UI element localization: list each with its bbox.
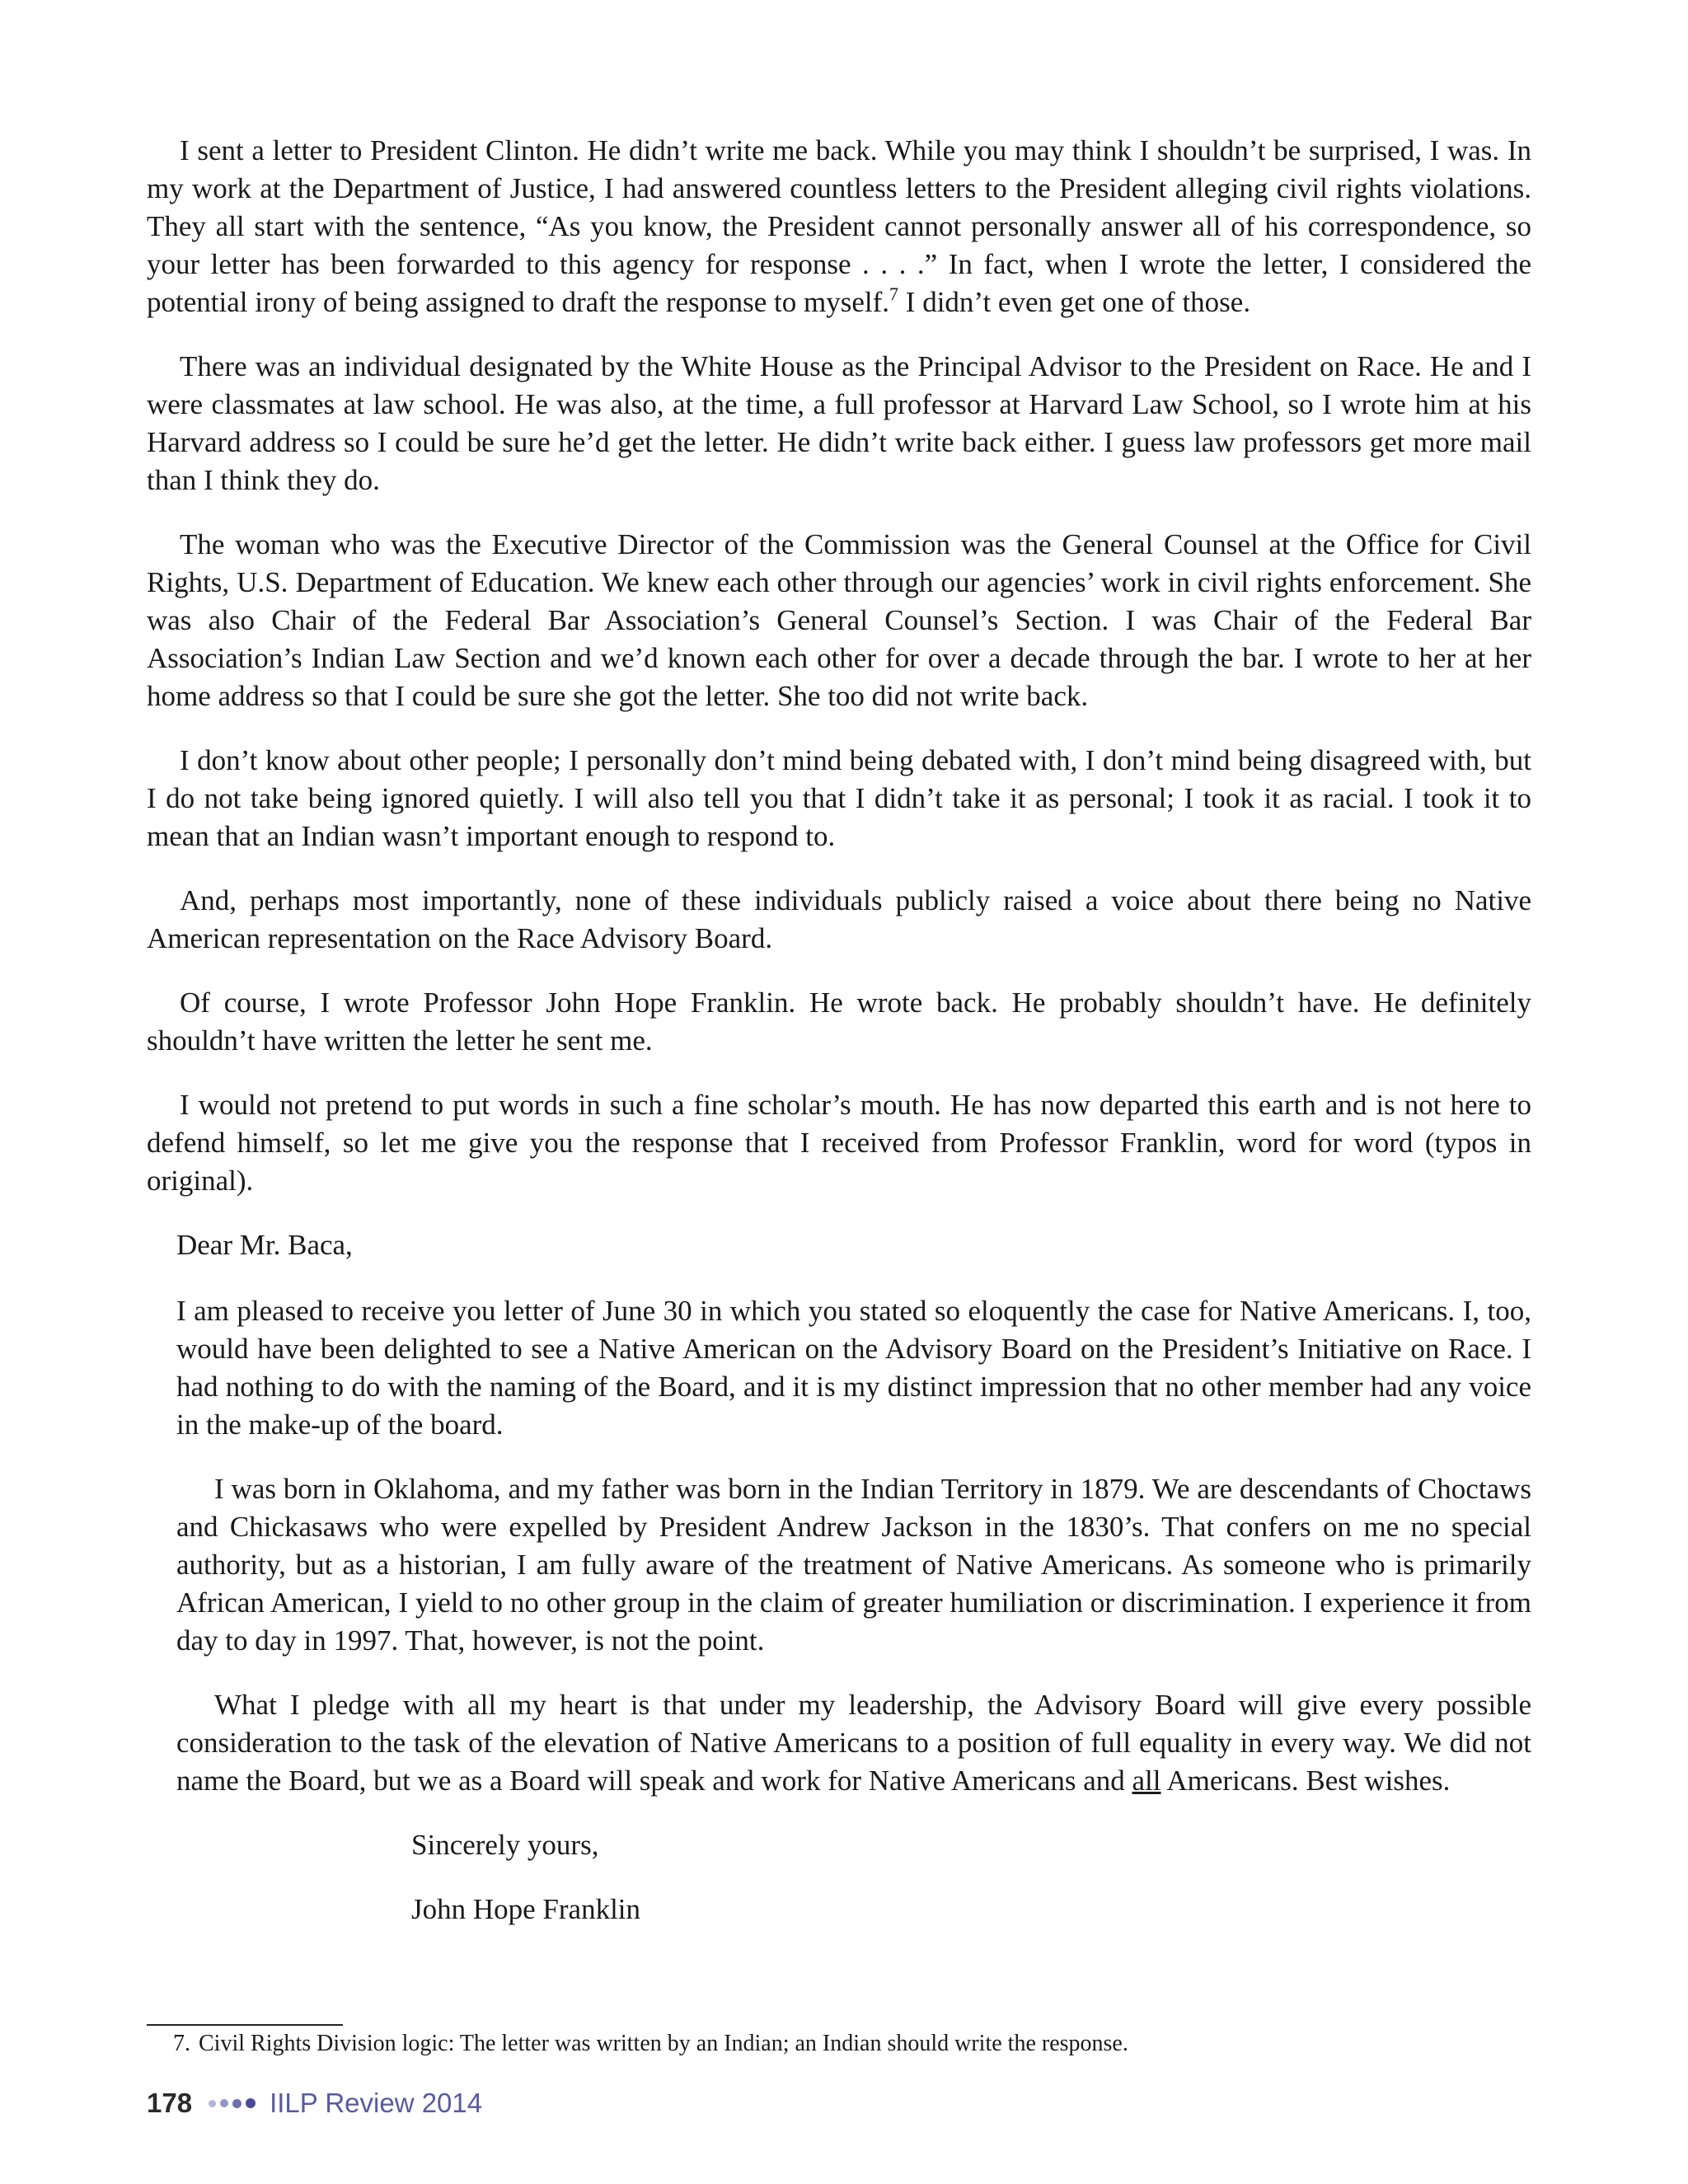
letter-paragraph-3-tail: Americans. Best wishes. (1160, 1765, 1451, 1797)
letter-paragraph-3-text: What I pledge with all my heart is that under my leadership, the Advisory Board will give every possible consideration to the task of the elevation of Native Americans to a position of full equality in every way. We did not name the Board, but we as a Board will speak and work for Native Americans and (176, 1689, 1531, 1797)
decorative-dots-icon (209, 2098, 260, 2108)
dot-icon (209, 2100, 216, 2107)
dot-icon (232, 2099, 241, 2108)
paragraph-executive-director: The woman who was the Executive Director of the Commission was the General Counsel at the Office for Civil Rights, U.S. Department of Education. We knew each other through our agencies’ work in civil rights enforcement. She was also Chair of the Federal Bar Association’s General Counsel’s Section. I was Chair of the Federal Bar Association’s Indian Law Section and we’d known each other for over a decade through the bar. I wrote to her at her home address so that I could be sure she got the letter. She too did not write back. (147, 528, 1531, 712)
letter-paragraph-2: I was born in Oklahoma, and my father was born in the Indian Territory in 1879. We are descendants of Choctaws and Chickasaws who were expelled by President Andrew Jackson in the 1830’s. That confers on me no special authority, but as a historian, I am fully aware of the treatment of Native Americans. As someone who is primarily African American, I yield to no other group in the claim of greater humiliation or discrimination. I experience it from day to day in 1997. That, however, is not the point. (176, 1473, 1531, 1657)
letter-paragraph-1: I am pleased to receive you letter of June 30 in which you stated so eloquently the case for Native Americans. I, too, would have been delighted to see a Native American on the Advisory Board on the President’s Initiative on Race. I had nothing to do with the naming of the Board, and it is my distinct impression that no other member had any voice in the make-up of the board. (176, 1295, 1531, 1441)
paragraph-text-tail: I didn’t even get one of those. (898, 286, 1251, 318)
footnote-text: Civil Rights Division logic: The letter was written by an Indian; an Indian should write the response. (199, 2031, 1128, 2056)
underlined-word: all (1132, 1765, 1161, 1797)
letter-paragraph-3 (176, 1686, 1531, 1800)
footnote-reference: 7 (889, 284, 899, 304)
quoted-letter (176, 1226, 1531, 1929)
paragraph-response-intro: I would not pretend to put words in such a fine scholar’s mouth. He has now departed this earth and is not here to defend himself, so let me give you the response that I received from Professor Franklin, word for word (typos in original). (147, 1089, 1531, 1197)
paragraph-clinton-letter (147, 132, 1531, 321)
dot-icon (246, 2098, 256, 2108)
page-footer (147, 2087, 482, 2120)
page-number: 178 (147, 2088, 193, 2118)
journal-name: IILP Review 2014 (270, 2088, 483, 2118)
paragraph-no-representation: And, perhaps most importantly, none of these individuals publicly raised a voice about there being no Native American representation on the Race Advisory Board. (147, 884, 1531, 954)
article-body (147, 132, 1531, 1929)
footnote-divider (147, 2024, 343, 2026)
footnote (173, 2029, 1533, 2059)
dot-icon (220, 2099, 228, 2107)
paragraph-principal-advisor: There was an individual designated by the White House as the Principal Advisor to the President on Race. He and I were classmates at law school. He was also, at the time, a full professor at Harvard Law School, so I wrote him at his Harvard address so I could be sure he’d get the letter. He didn’t write back either. I guess law professors get more mail than I think they do. (147, 350, 1531, 496)
letter-signature: John Hope Franklin (411, 1893, 641, 1925)
letter-closing: Sincerely yours, (411, 1829, 599, 1861)
paragraph-wrote-franklin: Of course, I wrote Professor John Hope Franklin. He wrote back. He probably shouldn’t have. He definitely shouldn’t have written the letter he sent me. (147, 987, 1531, 1057)
paragraph-text: I sent a letter to President Clinton. He didn’t write me back. While you may think I shouldn’t be surprised, I was. In my work at the Department of Justice, I had answered countless letters to the President alleging civil rights violations. They all start with the sentence, “As you know, the President cannot personally answer all of his correspondence, so your letter has been forwarded to this agency for response . . . .” In fact, when I wrote the letter, I considered the potential irony of being assigned to draft the response to myself. (147, 134, 1531, 318)
letter-salutation: Dear Mr. Baca, (176, 1229, 353, 1261)
footnote-number: 7. (173, 2031, 190, 2056)
paragraph-ignored: I don’t know about other people; I personally don’t mind being debated with, I don’t mind being disagreed with, but I do not take being ignored quietly. I will also tell you that I didn’t take it as personal; I took it as racial. I took it to mean that an Indian wasn’t important enough to respond to. (147, 744, 1531, 852)
